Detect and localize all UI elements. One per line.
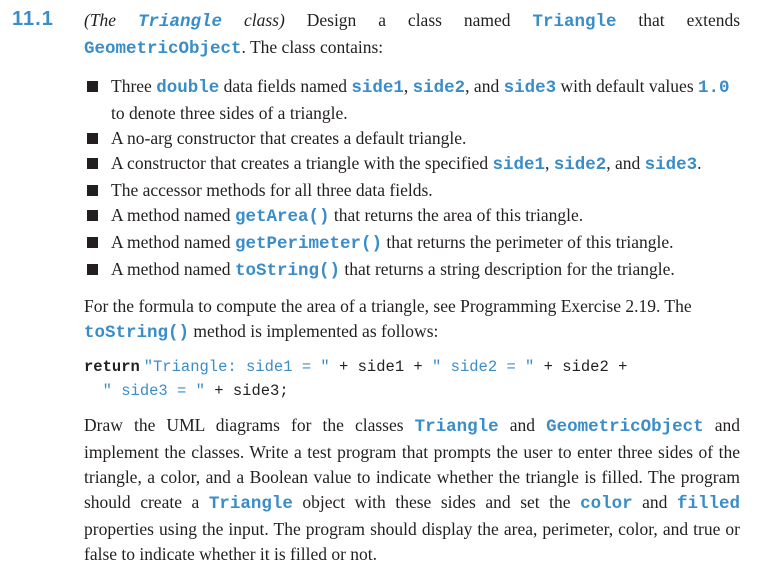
- item-text: that returns the perimeter of this triangle.: [381, 232, 674, 252]
- list-item: [84, 257, 740, 284]
- code-getarea: getArea(): [234, 207, 330, 227]
- exercise-title: [84, 10, 285, 30]
- title-class-name: Triangle: [138, 12, 223, 32]
- item-text: with default values: [556, 76, 698, 96]
- item-text: Three: [111, 76, 157, 96]
- item-text: data fields named: [219, 76, 352, 96]
- item-text: The accessor methods for all three data fields.: [111, 180, 433, 200]
- list-item: [84, 151, 740, 178]
- list-item: [84, 126, 740, 151]
- exercise-number: 11.1: [12, 8, 54, 30]
- item-text: to denote three sides of a triangle.: [111, 103, 348, 123]
- list-item: [84, 203, 740, 230]
- intro-text: Design a class named: [284, 10, 533, 30]
- code-string: "Triangle: side1 = ": [143, 358, 330, 376]
- paragraph-text: and: [498, 415, 547, 435]
- code-side1: side1: [492, 155, 545, 175]
- code-tostring: toString(): [234, 261, 340, 281]
- code-color: color: [580, 494, 633, 514]
- square-bullet-icon: [87, 264, 98, 275]
- item-text: that returns a string description for the triangle.: [339, 259, 675, 279]
- code-indent: [84, 382, 103, 400]
- list-item: [84, 74, 740, 126]
- code-side2: side2: [553, 155, 607, 175]
- list-item: [84, 178, 740, 203]
- paragraph-text: method is implemented as follows:: [189, 321, 439, 341]
- code-plain: + side3;: [204, 382, 289, 400]
- square-bullet-icon: [87, 210, 98, 221]
- code-geometricobject: GeometricObject: [546, 417, 704, 437]
- code-side2: side2: [412, 78, 466, 98]
- exercise-content: [84, 8, 740, 567]
- square-bullet-icon: [87, 133, 98, 144]
- formula-paragraph: [84, 294, 740, 346]
- code-plain: + side2 +: [534, 358, 628, 376]
- code-tostring: toString(): [84, 323, 190, 343]
- code-side3: side3: [503, 78, 557, 98]
- item-text: ,: [544, 153, 554, 173]
- paragraph-text: and: [632, 492, 677, 512]
- code-double: double: [156, 78, 220, 98]
- task-paragraph: [84, 413, 740, 567]
- item-text: A method named: [111, 205, 235, 225]
- code-triangle: Triangle: [414, 417, 499, 437]
- code-filled: filled: [676, 494, 740, 514]
- item-text: A method named: [111, 259, 235, 279]
- code-string: " side3 = ": [102, 382, 205, 400]
- paragraph-text: properties using the input. The program should display the area, perimeter, color, and true or false to indicate whether it is filled or not.: [84, 519, 740, 564]
- title-prefix: (The: [84, 10, 139, 30]
- square-bullet-icon: [87, 237, 98, 248]
- item-text: .: [697, 153, 702, 173]
- square-bullet-icon: [87, 81, 98, 92]
- code-triangle: Triangle: [532, 12, 617, 32]
- code-geometricobject: GeometricObject: [84, 39, 242, 59]
- intro-text: that extends: [616, 10, 741, 30]
- item-text: ,: [403, 76, 413, 96]
- code-side3: side3: [644, 155, 698, 175]
- square-bullet-icon: [87, 158, 98, 169]
- item-text: , and: [606, 153, 645, 173]
- item-text: that returns the area of this triangle.: [329, 205, 584, 225]
- code-plain: + side1 +: [329, 358, 433, 376]
- paragraph-text: and implement the classes. Write a test program that prompts the user to enter three sides of the triangle, a color, and a Boolean value to indicate whether the triangle is filled. The program should create a: [84, 415, 740, 512]
- code-default-value: 1.0: [698, 78, 730, 98]
- code-getperimeter: getPerimeter(): [234, 234, 382, 254]
- square-bullet-icon: [87, 185, 98, 196]
- item-text: , and: [465, 76, 504, 96]
- exercise-intro: [84, 8, 740, 62]
- list-item: [84, 230, 740, 257]
- item-text: A method named: [111, 232, 235, 252]
- item-text: A no-arg constructor that creates a default triangle.: [111, 128, 467, 148]
- title-suffix: class): [222, 10, 285, 30]
- paragraph-text: Draw the UML diagrams for the classes: [84, 415, 415, 435]
- code-string: " side2 = ": [432, 358, 535, 376]
- paragraph-text: object with these sides and set the: [292, 492, 581, 512]
- intro-text: . The class contains:: [241, 37, 384, 57]
- code-keyword-return: return: [84, 358, 140, 376]
- code-block: [84, 355, 740, 403]
- paragraph-text: For the formula to compute the area of a triangle, see Programming Exercise 2.19. The: [84, 296, 692, 316]
- requirements-list: [84, 74, 740, 284]
- code-triangle: Triangle: [208, 494, 293, 514]
- code-side1: side1: [351, 78, 404, 98]
- item-text: A constructor that creates a triangle with the specified: [111, 153, 493, 173]
